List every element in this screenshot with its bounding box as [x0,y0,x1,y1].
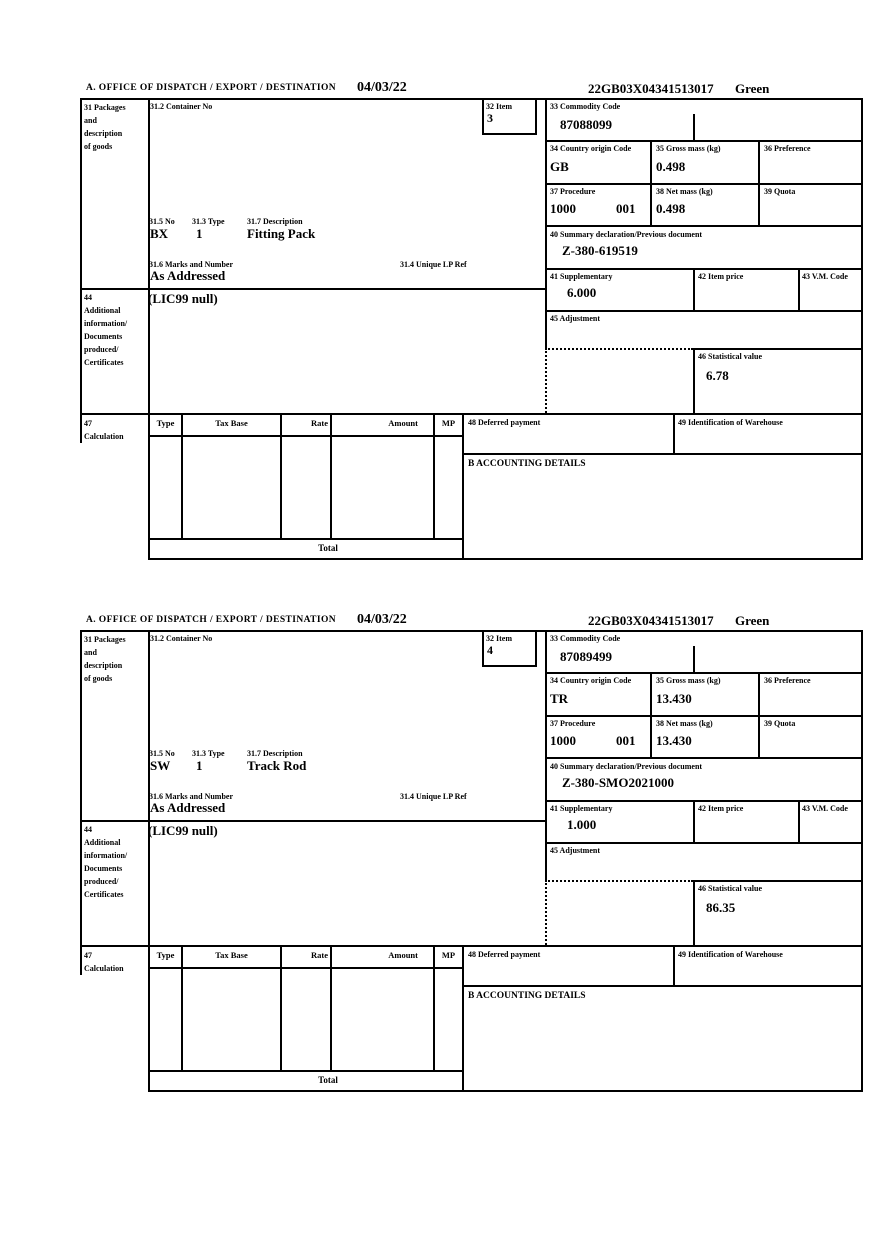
box-31-2-label: 31.2 Container No [150,634,213,643]
box-31-7-label: 31.7 Description [247,749,303,758]
border [693,268,695,310]
box-37-label: 37 Procedure [550,187,596,196]
border [545,672,863,674]
border [693,800,695,842]
border [545,715,863,717]
declaration-item-section-2 [80,612,863,1114]
border [80,288,547,290]
border [545,225,863,227]
border [181,413,183,538]
calc-header-mp: MP [441,950,456,960]
statistical-value: 6.78 [706,368,729,383]
box-44-label: 44 Additional information/ Documents produced/ Certificates [84,825,128,899]
border [148,1070,464,1072]
box-44-label: 44 Additional information/ Documents produced/ Certificates [84,293,128,367]
border [433,945,435,1070]
border [673,413,675,455]
net-mass-value: 13.430 [656,733,692,748]
box-49-label: 49 Identification of Warehouse [678,950,783,959]
box-40-label: 40 Summary declaration/Previous document [550,230,703,239]
box-48-label: 48 Deferred payment [468,950,541,959]
calc-header-amount: Amount [388,418,418,428]
additional-information-value: (LIC99 null) [148,291,218,306]
box-47-label: 47 Calculation [84,419,124,441]
additional-information-value: (LIC99 null) [148,823,218,838]
box-32-label: 32 Item [486,102,512,111]
country-origin-value: GB [550,159,569,174]
accounting-details-label: B ACCOUNTING DETAILS [468,459,586,469]
border [330,413,332,538]
box-31-6-label: 31.6 Marks and Number [149,260,234,269]
border [693,348,863,350]
box-31-4-label: 31.4 Unique LP Ref [400,260,467,269]
border [80,630,82,975]
box-31-2-label: 31.2 Container No [150,102,213,111]
calc-header-rate: Rate [311,950,328,960]
box-41-label: 41 Supplementary [550,804,613,813]
dotted-border [545,348,547,413]
box-43-label: 43 V.M. Code [802,804,848,813]
procedure-ext-value: 001 [616,201,636,216]
dotted-border [545,880,693,882]
box-37-label: 37 Procedure [550,719,596,728]
box-41-label: 41 Supplementary [550,272,613,281]
box-31-6-label: 31.6 Marks and Number [149,792,234,801]
box-31-3-label: 31.3 Type [192,217,225,226]
package-type-value: 1 [196,226,203,241]
dotted-border [545,348,693,350]
mrn-number: 22GB03X04341513017 [588,613,714,628]
border [758,140,760,225]
box-35-label: 35 Gross mass (kg) [656,676,721,685]
border [545,268,863,270]
box-45-label: 45 Adjustment [550,314,601,323]
border [861,98,863,560]
box-40-label: 40 Summary declaration/Previous document [550,762,703,771]
declaration-date: 04/03/22 [357,80,407,95]
net-mass-value: 0.498 [656,201,686,216]
routing-status: Green [735,613,770,628]
box-31-7-label: 31.7 Description [247,217,303,226]
box-49-label: 49 Identification of Warehouse [678,418,783,427]
border [462,985,863,987]
border [545,140,863,142]
border [80,98,82,443]
box-35-label: 35 Gross mass (kg) [656,144,721,153]
border [545,183,863,185]
calc-header-tax-base: Tax Base [215,950,248,960]
box-31-3-label: 31.3 Type [192,749,225,758]
declaration-date: 04/03/22 [357,612,407,627]
item-number: 3 [487,111,493,125]
country-origin-value: TR [550,691,569,706]
box-42-label: 42 Item price [698,804,744,813]
box-46-label: 46 Statistical value [698,884,762,893]
box-31-4-label: 31.4 Unique LP Ref [400,792,467,801]
gross-mass-value: 13.430 [656,691,692,706]
box-48-label: 48 Deferred payment [468,418,541,427]
package-type-value: 1 [196,758,203,773]
summary-declaration-value: Z-380-SMO2021000 [562,775,674,790]
box-39-label: 39 Quota [764,719,796,728]
supplementary-value: 6.000 [567,285,597,300]
box-34-label: 34 Country origin Code [550,144,632,153]
box-31-label: 31 Packages and description of goods [84,635,126,683]
calc-header-mp: MP [441,418,456,428]
box-33-label: 33 Commodity Code [550,634,621,643]
border [693,880,695,945]
box-45-label: 45 Adjustment [550,846,601,855]
border [330,945,332,1070]
border [148,630,150,1092]
gross-mass-value: 0.498 [656,159,686,174]
border [758,672,760,757]
border [280,413,282,538]
mrn-number: 22GB03X04341513017 [588,81,714,96]
border [545,310,863,312]
procedure-ext-value: 001 [616,733,636,748]
box-47-label: 47 Calculation [84,951,124,973]
statistical-value: 86.35 [706,900,736,915]
goods-description-value: Track Rod [247,758,307,773]
procedure-value: 1000 [550,733,576,748]
dotted-border [545,880,547,945]
border [650,140,652,225]
box-38-label: 38 Net mass (kg) [656,187,713,196]
border [80,98,863,100]
border [798,268,800,310]
border [80,820,547,822]
border [280,945,282,1070]
marks-and-number-value: As Addressed [150,800,226,815]
border [673,945,675,987]
package-no-value: BX [150,226,169,241]
routing-status: Green [735,81,770,96]
procedure-value: 1000 [550,201,576,216]
total-label: Total [318,1075,338,1085]
declaration-item-section-1 [80,80,863,582]
border [148,967,464,969]
border [693,646,695,672]
calc-header-type: Type [156,418,175,428]
box-39-label: 39 Quota [764,187,796,196]
border [148,558,863,560]
calc-header-tax-base: Tax Base [215,418,248,428]
accounting-details-label: B ACCOUNTING DETAILS [468,991,586,1001]
border [148,98,150,560]
goods-description-value: Fitting Pack [247,226,316,241]
border [693,880,863,882]
package-no-value: SW [150,758,171,773]
border [80,945,863,947]
box-43-label: 43 V.M. Code [802,272,848,281]
box-31-5-label: 31.5 No [149,217,175,226]
border [148,1090,863,1092]
border [693,114,695,140]
box-38-label: 38 Net mass (kg) [656,719,713,728]
box-31-5-label: 31.5 No [149,749,175,758]
border [798,800,800,842]
office-of-dispatch-label: A. OFFICE OF DISPATCH / EXPORT / DESTINATION [86,83,337,93]
box-36-label: 36 Preference [764,676,811,685]
commodity-code-value: 87089499 [560,649,612,664]
office-of-dispatch-label: A. OFFICE OF DISPATCH / EXPORT / DESTINATION [86,615,337,625]
box-46-label: 46 Statistical value [698,352,762,361]
box-34-label: 34 Country origin Code [550,676,632,685]
summary-declaration-value: Z-380-619519 [562,243,638,258]
box-31-label: 31 Packages and description of goods [84,103,126,151]
box-33-label: 33 Commodity Code [550,102,621,111]
commodity-code-value: 87088099 [560,117,612,132]
border [650,672,652,757]
border [462,453,863,455]
item-number: 4 [487,643,493,657]
marks-and-number-value: As Addressed [150,268,226,283]
calc-header-type: Type [156,950,175,960]
border [80,413,863,415]
supplementary-value: 1.000 [567,817,597,832]
total-label: Total [318,543,338,553]
border [148,435,464,437]
box-42-label: 42 Item price [698,272,744,281]
box-36-label: 36 Preference [764,144,811,153]
box-32-label: 32 Item [486,634,512,643]
border [861,630,863,1092]
border [181,945,183,1070]
border [545,842,863,844]
calc-header-rate: Rate [311,418,328,428]
border [545,800,863,802]
border [545,757,863,759]
border [80,630,863,632]
border [148,538,464,540]
calc-header-amount: Amount [388,950,418,960]
border [433,413,435,538]
border [693,348,695,413]
